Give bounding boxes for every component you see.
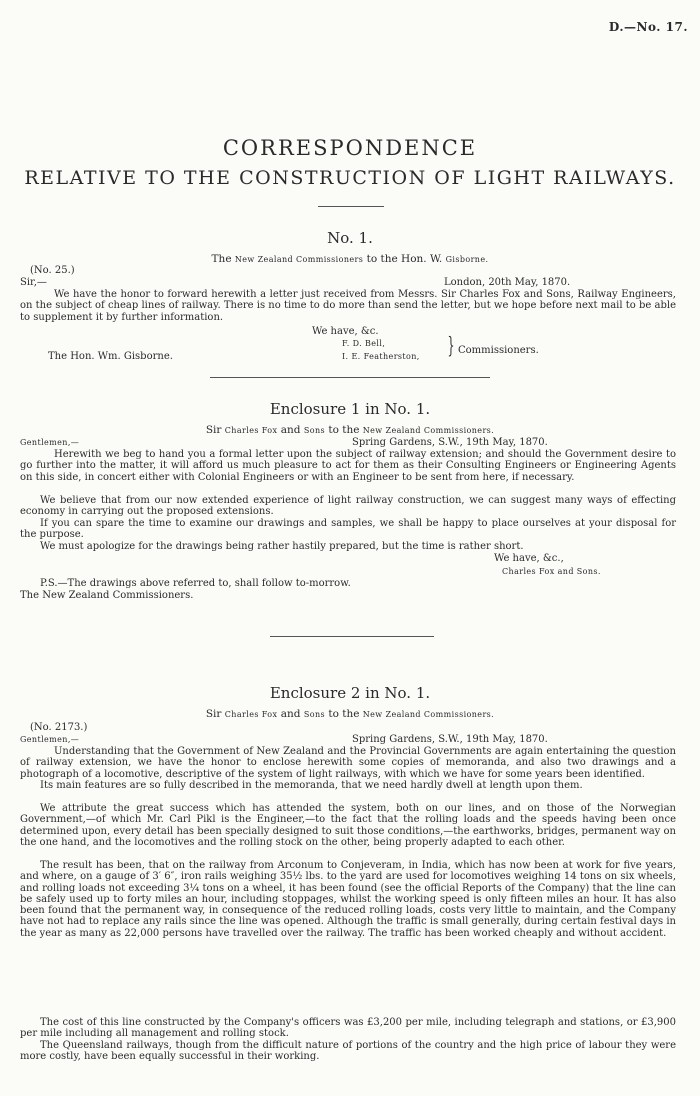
enc1-addressee: The New Zealand Commissioners. — [20, 590, 194, 601]
enc2-place-date: Spring Gardens, S.W., 19th May, 1870. — [352, 734, 548, 745]
no1-salutation: Sir,— — [20, 277, 47, 288]
enc1-from-line: Sir Charles Fox and Sons to the New Zealand Commissioners. — [205, 424, 495, 436]
no1-from-line: The New Zealand Commissioners to the Hon. W. Gisborne. — [211, 253, 489, 265]
no1-heading: No. 1. — [327, 229, 373, 247]
enc2-from-line: Sir Charles Fox and Sons to the New Zealand Commissioners. — [205, 708, 495, 720]
enc2-paragraph-5: The cost of this line constructed by the Company's officers was £3,200 per mile, including telegraph and stations, or £3,900 per mile including all management and rolling stock. — [20, 1017, 676, 1040]
enc2-paragraph-2: Its main features are so fully described in the memoranda, that we need hardly dwell at length upon them. — [40, 780, 583, 791]
enc1-postscript: P.S.—The drawings above referred to, shall follow to-morrow. — [40, 578, 351, 589]
no1-signer-featherston: I. E. Featherston, — [342, 352, 420, 361]
section-divider-2 — [270, 636, 434, 637]
no1-place-date: London, 20th May, 1870. — [444, 277, 571, 288]
enc1-heading: Enclosure 1 in No. 1. — [269, 400, 431, 418]
no1-signers-brace: } — [447, 334, 455, 359]
enc2-paragraph-4: The result has been, that on the railway from Arconum to Conjeveram, in India, which has now been at work for five years, and where, on a gauge of 3′ 6″, iron rails weighing 35½ lbs. to the yard are used for locomotives weighing 14 tons on six wheels, and rolling loads not exceeding 3¼ tons on a wheel, it has been found (see the official Reports of the Company) that the line can be safely used up to forty miles an hour, including stoppages, whilst the working speed is only fifteen miles an hour. It has also been found that the permanent way, in consequence of the reduced rolling loads, costs very little to maintain, and the Company have not had to replace any rails since the line was opened. Although the traffic is small generally, during certain festival days in the year as many as 22,000 persons have travelled over the railway. The traffic has been worked cheaply and without accident. — [20, 860, 676, 939]
title-divider — [318, 206, 384, 207]
no1-signer-role: Commissioners. — [458, 345, 539, 356]
enc2-paragraph-3: We attribute the great success which has attended the system, both on our lines, and on those of the Norwegian Government,—of which Mr. Carl Pikl is the Engineer,—to the fact that the rolling loads and the speeds having been once determined upon, every detail has been specially designed to suit those conditions,—the earthworks, bridges, permanent way on the one hand, and the locomotives and the rolling stock on the other, being properly adapted to each other. — [20, 803, 676, 848]
no1-signer-bell: F. D. Bell, — [342, 339, 386, 348]
enc1-paragraph-3: If you can spare the time to examine our drawings and samples, we shall be happy to place ourselves at your disposal for the purpose. — [20, 518, 676, 541]
enc2-paragraph-6: The Queensland railways, though from the difficult nature of portions of the country and the high price of labour they were more costly, have been equally successful in their working. — [20, 1040, 676, 1063]
enc1-paragraph-2: We believe that from our now extended experience of light railway construction, we can suggest many ways of effecting economy in carrying out the proposed extensions. — [20, 495, 676, 518]
enc2-heading: Enclosure 2 in No. 1. — [269, 684, 431, 702]
page-identifier: D.—No. 17. — [608, 20, 688, 34]
no1-reference: (No. 25.) — [30, 265, 75, 276]
no1-closing: We have, &c. — [312, 326, 379, 337]
enc2-reference: (No. 2173.) — [30, 722, 88, 733]
enc1-closing: We have, &c., — [494, 553, 564, 564]
enc1-place-date: Spring Gardens, S.W., 19th May, 1870. — [352, 437, 548, 448]
enc1-salutation: Gentlemen,— — [20, 438, 80, 447]
enc1-paragraph-4: We must apologize for the drawings being rather hastily prepared, but the time is rather short. — [40, 541, 524, 552]
section-divider-1 — [210, 377, 490, 378]
no1-addressee: The Hon. Wm. Gisborne. — [48, 351, 173, 362]
document-subtitle: RELATIVE TO THE CONSTRUCTION OF LIGHT RAILWAYS. — [24, 167, 676, 189]
enc1-paragraph-1: Herewith we beg to hand you a formal letter upon the subject of railway extension; and should the Government desire to go further into the matter, it will afford us much pleasure to act for them as their Consulting Engineers or Engineering Agents on this side, in concert either with Colonial Engineers or with an Engineer to be sent from here, if necessary. — [20, 449, 676, 483]
enc1-signer: Charles Fox and Sons. — [502, 567, 601, 576]
enc2-salutation: Gentlemen,— — [20, 735, 80, 744]
enc2-paragraph-1: Understanding that the Government of New Zealand and the Provincial Governments are again entertaining the question of railway extension, we have the honor to enclose herewith some copies of memoranda, and also two drawings and a photograph of a locomotive, descriptive of the system of light railways, with which we have for some years been identified. — [20, 746, 676, 780]
document-title: CORRESPONDENCE — [222, 136, 478, 160]
no1-body: We have the honor to forward herewith a letter just received from Messrs. Sir Charles Fox and Sons, Railway Engineers, on the subject of cheap lines of railway. There is no time to do more than send the letter, but we hope before next mail to be able to supplement it by further information. — [20, 289, 676, 323]
